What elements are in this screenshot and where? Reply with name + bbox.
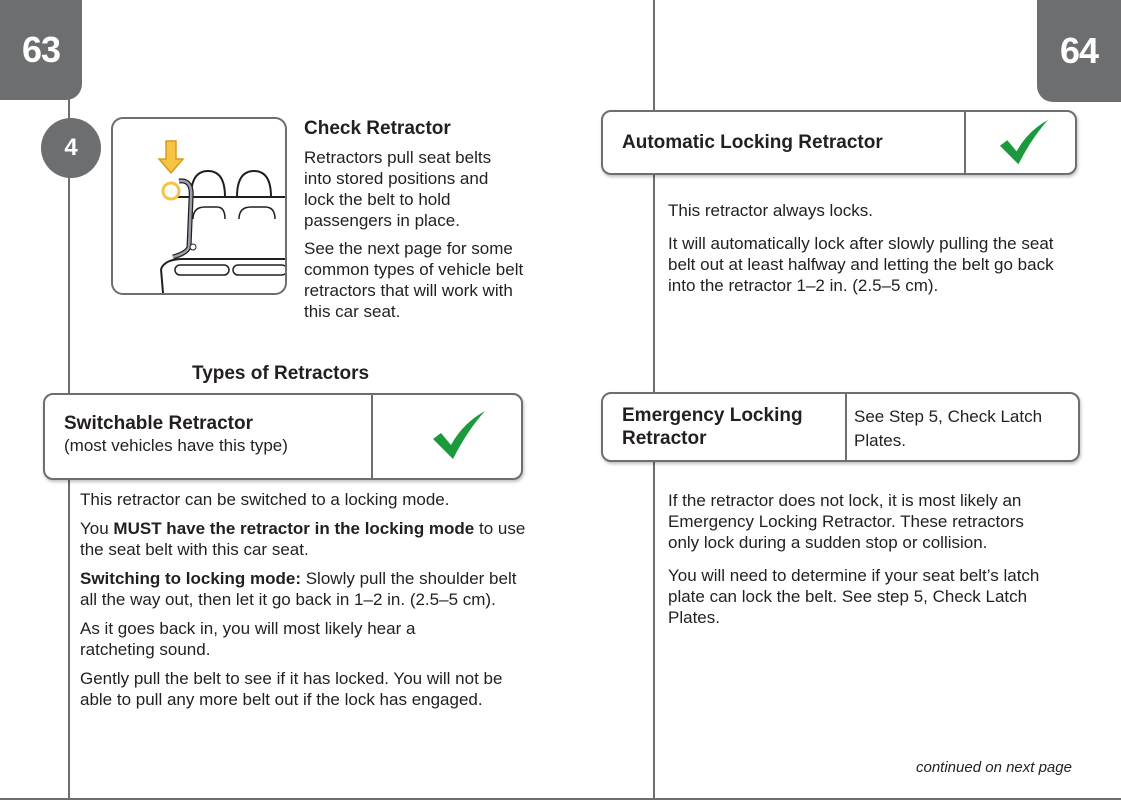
box-title: Automatic Locking Retractor: [622, 132, 883, 153]
emergency-details: [668, 490, 1068, 628]
emphasis-text: MUST have the retractor in the locking mode: [113, 519, 475, 538]
paragraph: It will automatically lock after slowly pulling the seat belt out at least halfway and letting the belt go back into the retractor 1–2 in. (2.5–5 cm).: [668, 234, 1054, 295]
paragraph: This retractor always locks.: [668, 201, 873, 220]
paragraph: As it goes back in, you will most likely hear a ratcheting sound.: [80, 619, 416, 659]
section-heading: Types of Retractors: [192, 363, 370, 384]
box-note: See Step 5, Check Latch Plates.: [854, 407, 1043, 450]
paragraph: If the retractor does not lock, it is most likely an Emergency Locking Retractor. These retractors only lock during a sudden stop or collision.: [668, 491, 1024, 552]
paragraph: This retractor can be switched to a locking mode.: [80, 490, 450, 509]
continued-note: continued on next page: [916, 759, 1072, 776]
vehicle-seat-illustration: [113, 119, 285, 293]
box-subtitle: (most vehicles have this type): [64, 436, 288, 455]
box-title: Emergency Locking Retractor: [622, 405, 803, 449]
text: Slowly pull the shoulder belt all the way out, then let it go back in 1–2 in. (2.5–5 cm).: [80, 569, 517, 609]
step-number-badge: [41, 118, 101, 178]
down-arrow-icon: [159, 141, 183, 173]
switchable-retractor-box: [43, 393, 523, 480]
paragraph: You will need to determine if your seat belt’s latch plate can lock the belt. See step 5, Check Latch Plates.: [668, 566, 1040, 627]
automatic-locking-retractor-box: [601, 110, 1077, 175]
emergency-locking-retractor-box: [601, 392, 1080, 462]
paragraph: [80, 518, 530, 560]
page-number-tab-64: [1037, 0, 1121, 102]
text: to use the seat belt with this car seat.: [80, 519, 526, 559]
paragraph: Retractors pull seat belts into stored positions and lock the belt to hold passengers in place.: [304, 148, 492, 230]
switchable-details: [80, 489, 530, 710]
emphasis-text: Switching to locking mode:: [80, 569, 301, 588]
step-number: 4: [64, 134, 78, 161]
check-retractor-section: [304, 117, 534, 322]
check-mark-icon: [995, 118, 1053, 168]
check-mark-icon: [429, 409, 489, 463]
paragraph: [80, 568, 530, 610]
box-title: Switchable Retractor: [64, 413, 253, 434]
paragraph: Gently pull the belt to see if it has locked. You will not be able to pull any more belt out if the lock has engaged.: [80, 669, 503, 709]
page-number: 63: [21, 29, 61, 70]
car-seat-illustration: [111, 117, 287, 295]
bottom-rule: [0, 798, 1121, 800]
page-number: 64: [1059, 30, 1099, 71]
section-title: Check Retractor: [304, 118, 451, 139]
text: You: [80, 519, 114, 538]
paragraph: See the next page for some common types of vehicle belt retractors that will work with this car seat.: [304, 239, 524, 321]
automatic-details: [668, 200, 1078, 296]
